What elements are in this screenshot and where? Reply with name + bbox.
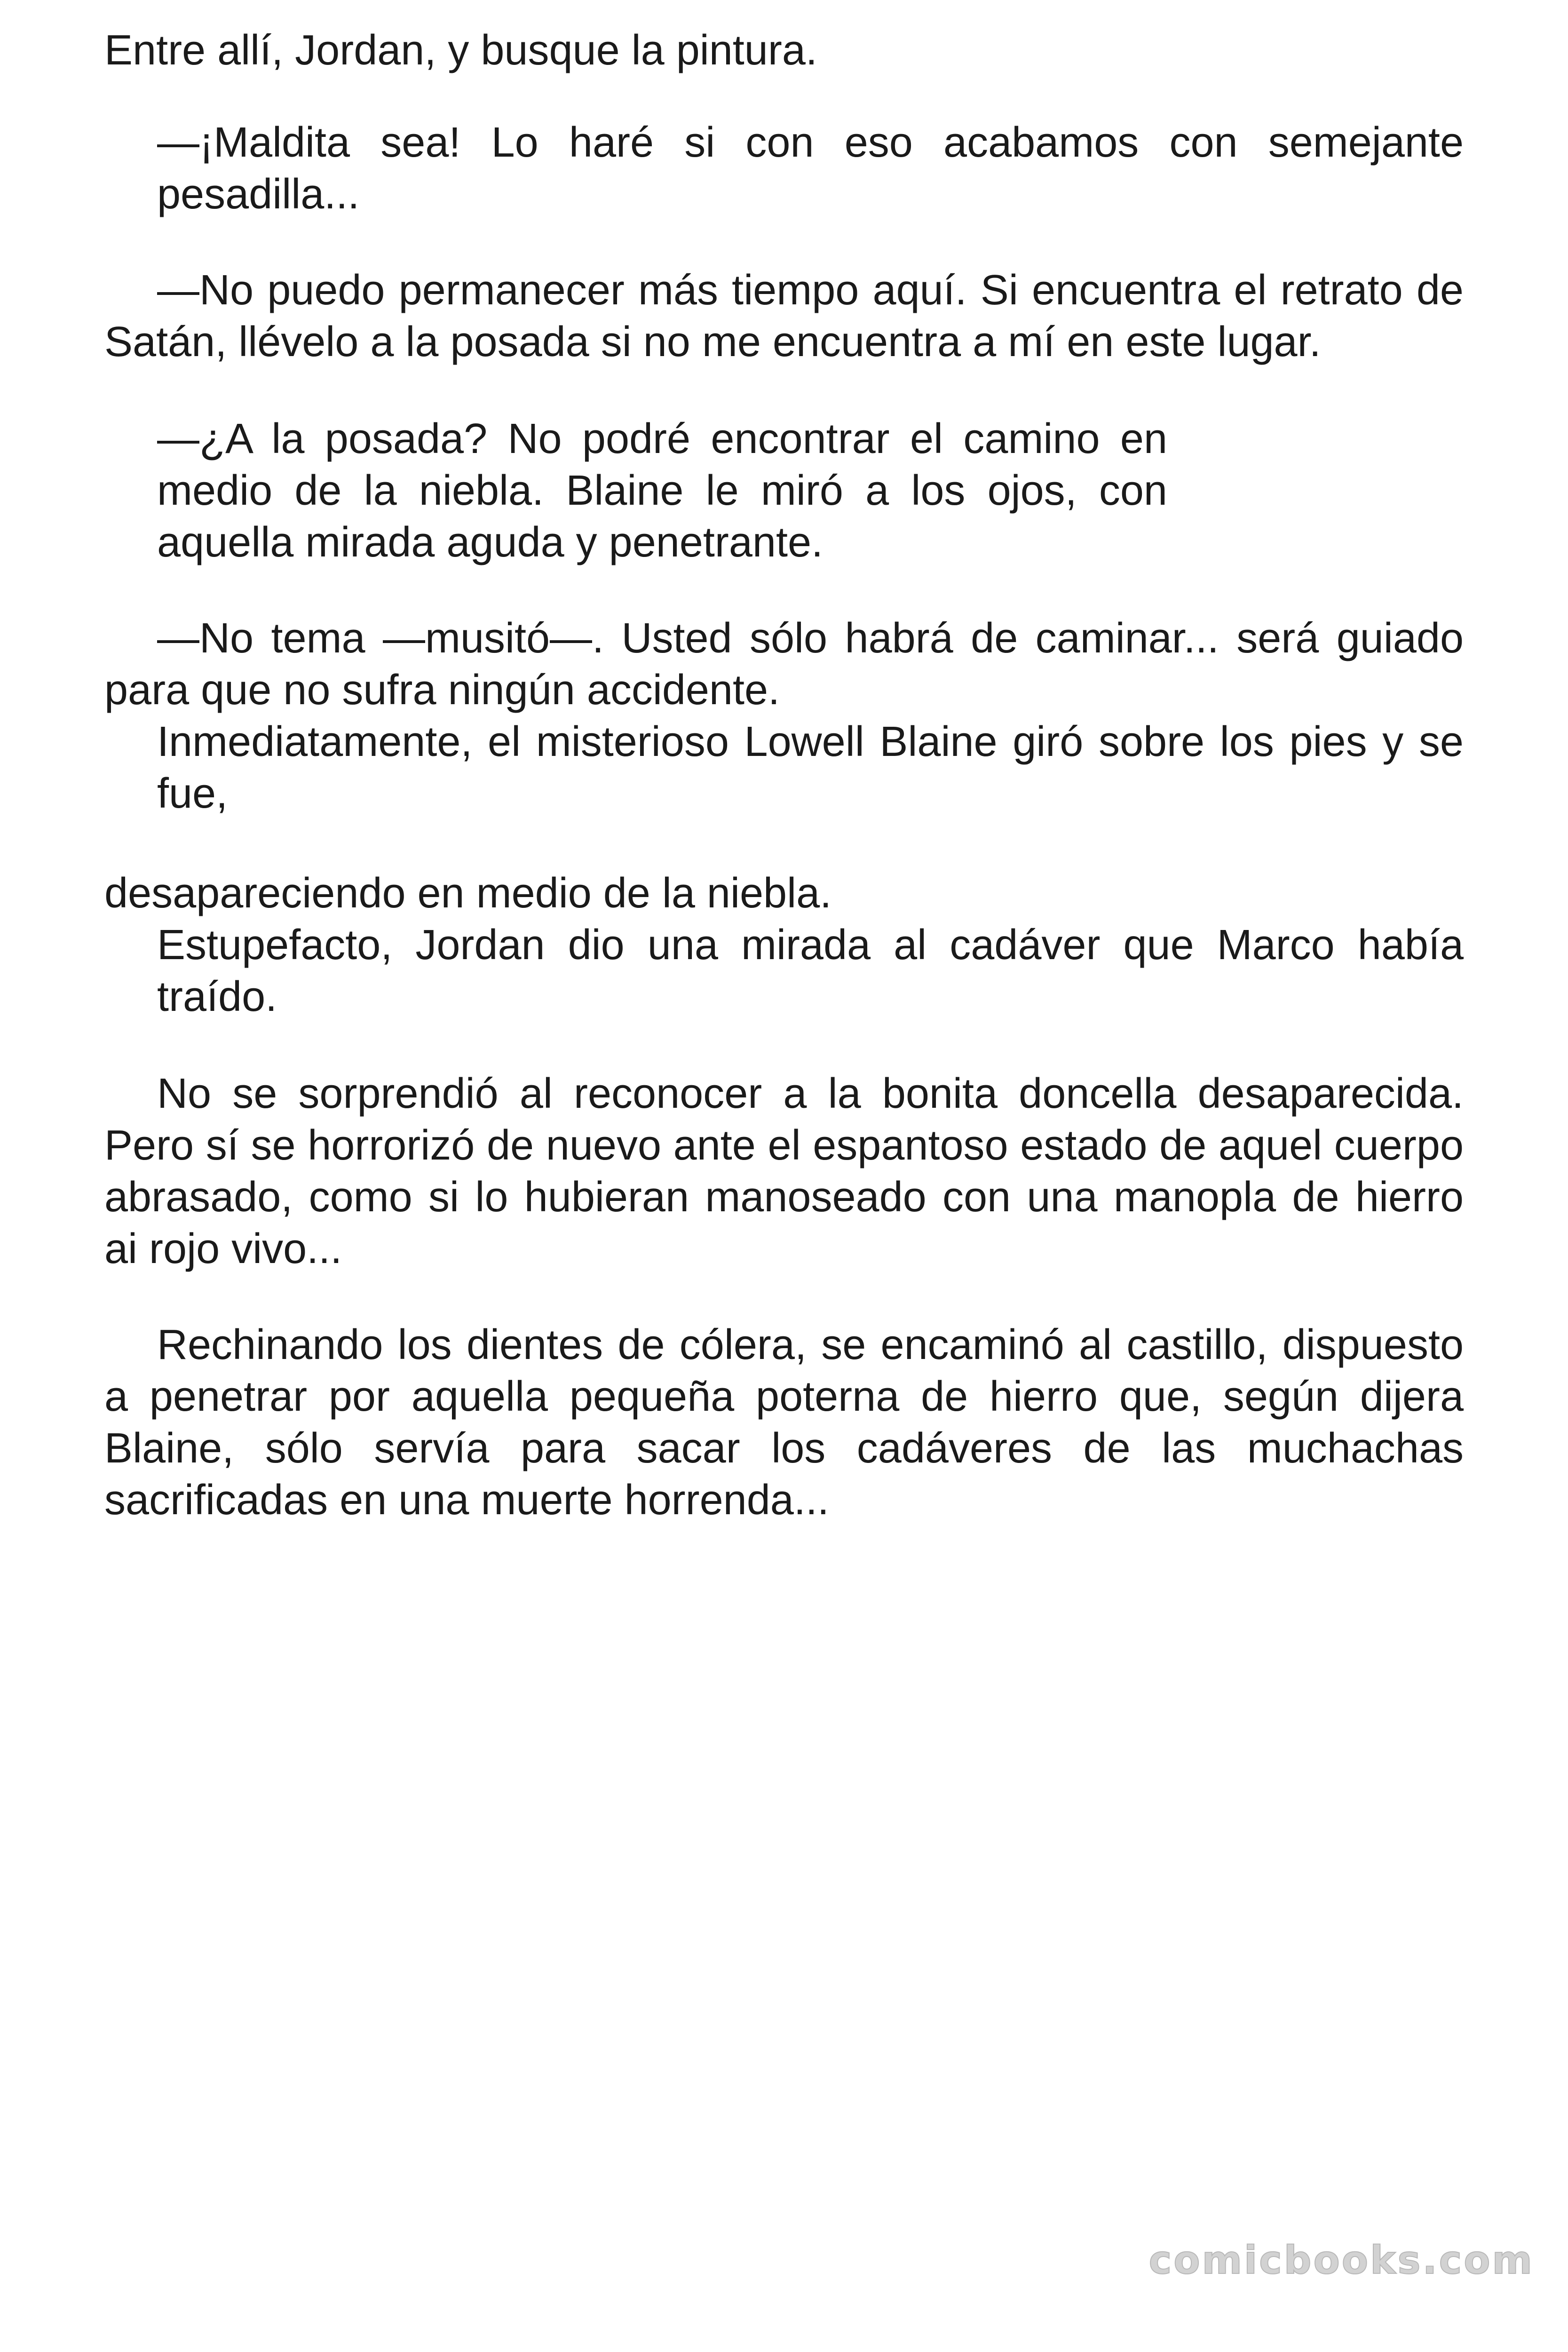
paragraph-2: —¡Maldita sea! Lo haré si con eso acabamos con semejante pesadilla... [157,119,1464,218]
paragraph-7: desapareciendo en medio de la niebla. [104,870,832,917]
paragraph-10: Rechinando los dientes de cólera, se encaminó al castillo, dispuesto a penetrar por aquella pequeña poterna de hierro que, según dijera Blaine, sólo servía para sacar los cadáveres de las muchachas sacrificadas en una muerte horrenda... [104,1321,1464,1524]
paragraph-3: —No puedo permanecer más tiempo aquí. Si encuentra el retrato de Satán, llévelo a la posada si no me encuentra a mí en este lugar. [104,267,1464,366]
paragraph-4: —¿A la posada? No podré encontrar el camino en medio de la niebla. Blaine le miró a los ojos, con aquella mirada aguda y penetrante. [157,415,1167,566]
paragraph-9: No se sorprendió al reconocer a la bonita doncella desaparecida. Pero sí se horrorizó de nuevo ante el espantoso estado de aquel cuerpo abrasado, como si lo hubieran manoseado con una manopla de hierro ai rojo vivo... [104,1070,1464,1272]
paragraph-6: Inmediatamente, el misterioso Lowell Blaine giró sobre los pies y se fue, [157,718,1464,817]
paragraph-5: —No tema —musitó—. Usted sólo habrá de caminar... será guiado para que no sufra ningún accidente. [104,615,1464,714]
paragraph-8: Estupefacto, Jordan dio una mirada al cadáver que Marco había traído. [157,922,1464,1020]
watermark-text: comicbooks.com [1148,2238,1534,2283]
paragraph-1: Entre allí, Jordan, y busque la pintura. [104,27,817,74]
